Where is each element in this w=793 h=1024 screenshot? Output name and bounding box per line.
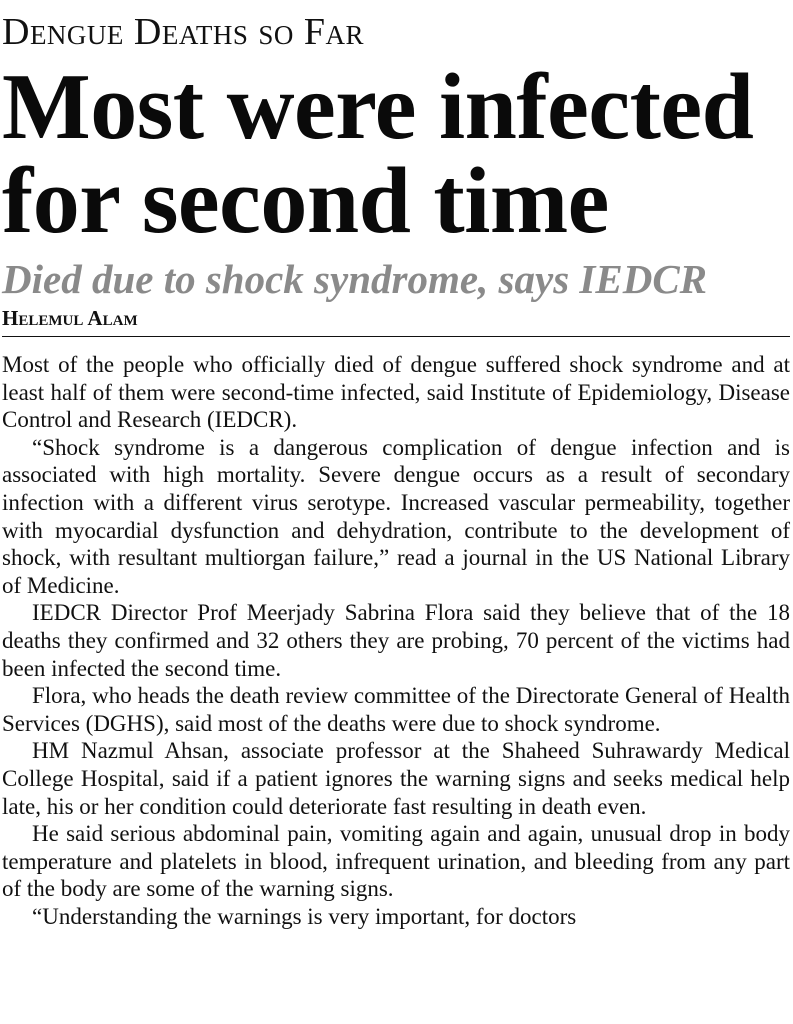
news-article <box>0 12 793 1024</box>
body-paragraph: Flora, who heads the death review committee of the Directorate General of Health Services (DGHS), said most of the deaths were due to shock syndrome. <box>2 683 790 736</box>
headline-line-2: for second time <box>2 149 609 253</box>
article-kicker: Dengue Deaths so Far <box>2 11 365 53</box>
body-paragraph: He said serious abdominal pain, vomiting again and again, unusual drop in body temperature and platelets in blood, infrequent urination, and bleeding from any part of the body are some of the warning signs. <box>2 821 790 902</box>
byline-divider <box>2 336 790 337</box>
article-subhead: Died due to shock syndrome, says IEDCR <box>2 256 708 302</box>
body-paragraph: IEDCR Director Prof Meerjady Sabrina Flora said they believe that of the 18 deaths they confirmed and 32 others they are probing, 70 percent of the victims had been infected the second time. <box>2 600 790 681</box>
headline-line-1: Most were infected <box>2 55 754 159</box>
article-body <box>2 351 790 930</box>
article-byline: Helemul Alam <box>2 306 138 330</box>
body-paragraph: Most of the people who officially died of dengue suffered shock syndrome and at least half of them were second-time infected, said Institute of Epidemiology, Disease Control and Research (IEDCR). <box>2 352 790 433</box>
body-paragraph: “Shock syndrome is a dangerous complication of dengue infection and is associated with high mortality. Severe dengue occurs as a result of secondary infection with a different virus serotype. Increased vascular permeability, together with myocardial dysfunction and dehydration, contribute to the development of shock, with resultant multiorgan failure,” read a journal in the US National Library of Medicine. <box>2 434 790 598</box>
article-headline <box>2 55 790 253</box>
body-paragraph: HM Nazmul Ahsan, associate professor at the Shaheed Suhrawardy Medical College Hospital, said if a patient ignores the warning signs and seeks medical help late, his or her condition could deteriorate fast resulting in death even. <box>2 738 790 819</box>
body-paragraph: “Understanding the warnings is very important, for doctors <box>32 903 577 929</box>
